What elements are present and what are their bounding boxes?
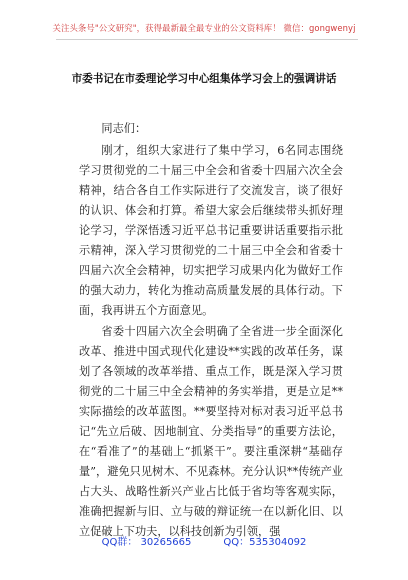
document-body: [79, 119, 343, 543]
paragraph: 刚才，组织大家进行了集中学习，6名同志围绕学习贯彻党的二十届三中全会和省委十四届六次全会精神，结合各自工作实际进行了交流发言，谈了很好的认识、体会和打算。希望大家会后继续带头抓好理论学习，学深悟透习近平总书记重要讲话重要指示批示精神，深入学习贯彻党的二十届三中全会和省委十四届六次全会精神，切实把学习成果内化为做好工作的强大动力，转化为推动高质量发展的具体行动。下面，我再讲五个方面意见。: [79, 144, 343, 317]
qq-contact: QQ：535304092: [223, 537, 307, 548]
header-divider: [56, 39, 358, 40]
salutation: 同志们：: [101, 122, 147, 135]
qq-group-contact: QQ群： 30265665: [101, 537, 192, 548]
header-banner: 关注头条号"公文研究"，获得最新最全最专业的公文资料库！ 微信：gongwenyj: [52, 23, 356, 33]
paragraph: 省委十四届六次全会明确了全省进一步全面深化改革、推进中国式现代化建设**实践的改革任务，谋划了各领域的改革举措、重点工作，既是深入学习贯彻党的二十届三中全会精神的务实举措，更是立足**实际描绘的改革蓝图。**要坚持对标对表习近平总书记“先立后破、因地制宜、分类指导”的重要方法论，在“看准了”的基础上“抓紧干”。要注重深耕“基础存量”，避免只见树木、不见森林。充分认识**传统产业占大头、战略性新兴产业占比低于省均等客观实际，准确把握新与旧、立与破的辩证统一在以新化旧、以立促破上下功夫，以科技创新为引领，强: [79, 325, 343, 538]
document-title: 市委书记在市委理论学习中心组集体学习会上的强调讲话: [71, 73, 337, 85]
footer: [0, 533, 408, 548]
